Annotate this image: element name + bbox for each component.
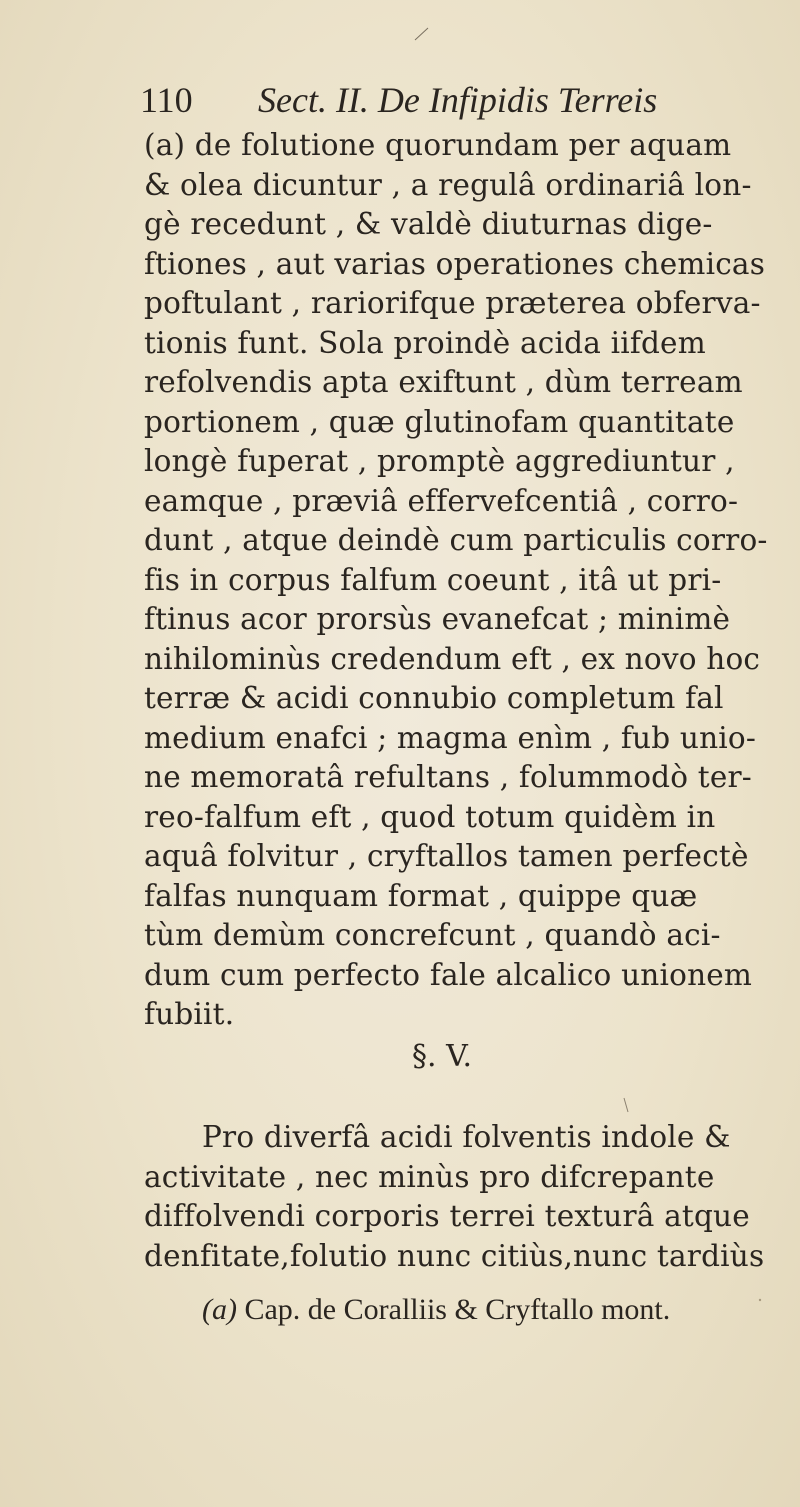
paragraph-1-line: refolvendis apta exiftunt , dùm terream: [144, 365, 743, 399]
paragraph-1-line: tùm demùm concrefcunt , quandò aci-: [144, 918, 721, 952]
paragraph-1-line: reo-falfum eft , quod totum quidèm in: [144, 799, 716, 834]
paragraph-1-line: dum cum perfecto fale alcalico unionem: [144, 957, 753, 992]
paragraph-2: [144, 1118, 789, 1276]
paragraph-1-line: aquâ folvitur , cryftallos tamen perfectè: [144, 839, 749, 873]
paragraph-1-line: dunt , atque deindè cum particulis corro-: [144, 523, 768, 557]
paragraph-1-line: falfas nunquam format , quippe quӕ: [144, 878, 698, 913]
paragraph-2-line: diffolvendi corporis terrei texturâ atque: [144, 1199, 750, 1233]
paragraph-2-line: Pro diverfâ acidi folventis indole &: [202, 1120, 731, 1154]
footnote-text: Cap. de Coralliis & Cryftallo mont.: [244, 1293, 671, 1326]
page-number: 110: [140, 80, 193, 120]
paragraph-1-line: ne memoratâ refultans , folummodò ter-: [144, 760, 752, 794]
running-title: Sect. II. De Infipidis Terreis: [258, 80, 658, 120]
paragraph-2-line: denfitate,folutio nunc citiùs,nunc tardiùs: [144, 1238, 765, 1273]
paragraph-1: [144, 126, 789, 1035]
paragraph-1-line: medium enafci ; magma enìm , fub unio-: [144, 720, 757, 755]
paragraph-2-line: activitate , nec minùs pro difcrepante: [144, 1159, 715, 1194]
running-header: [140, 78, 700, 122]
paragraph-1-line: ftiones , aut varias operationes chemicas: [144, 246, 766, 281]
section-heading: §. V.: [412, 1039, 473, 1074]
paragraph-1-line: tionis funt. Sola proindè acida iifdem: [144, 325, 706, 360]
paragraph-1-line: & olea dicuntur , a regulâ ordinariâ lon-: [144, 167, 752, 202]
footnote: [202, 1290, 670, 1330]
paragraph-1-line: poftulant , rariorifque prӕterea obferva-: [144, 286, 761, 320]
paragraph-1-line: longè fuperat , promptè aggrediuntur ,: [144, 444, 735, 478]
paragraph-1-line: eamque , prӕviâ effervefcentiâ , corro-: [144, 483, 739, 518]
paragraph-1-line: ftinus acor prorsùs evanefcat ; minimè: [144, 602, 731, 636]
section-heading-block: [0, 1037, 800, 1077]
paragraph-1-line: (a) de folutione quorundam per aquam: [144, 128, 732, 162]
paragraph-1-line: fis in corpus falfum coeunt , itâ ut pri-: [144, 562, 722, 597]
paragraph-1-line: nihilominùs credendum eft , ex novo hoc: [144, 641, 761, 676]
paragraph-1-line: gè recedunt , & valdè diuturnas dige-: [144, 207, 713, 241]
footnote-marker: (a): [202, 1293, 237, 1326]
paragraph-1-line: portionem , quӕ glutinofam quantitate: [144, 404, 735, 439]
paragraph-1-line: fubiit.: [144, 997, 235, 1031]
paragraph-1-line: terrӕ & acidi connubio completum fal: [144, 681, 724, 715]
